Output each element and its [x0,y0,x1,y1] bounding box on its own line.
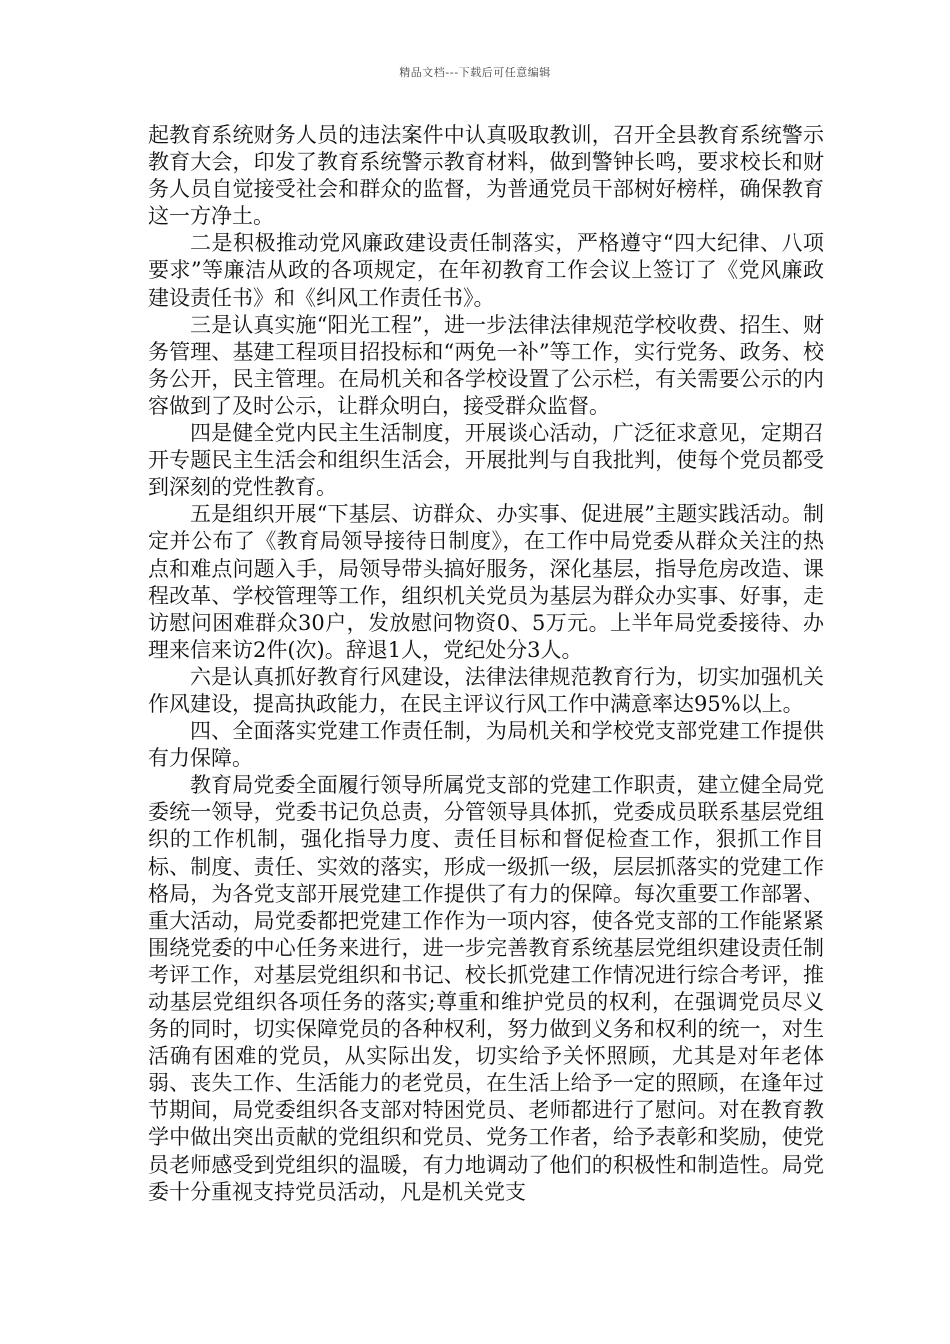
paragraph-democratic-life: 四是健全党内民主生活制度，开展谈心活动，广泛征求意见，定期召开专题民主生活会和组织生活会，开展批判与自我批判，使每个党员都受到深刻的党性教育。 [148,421,824,500]
paragraph-continuation: 起教育系统财务人员的违法案件中认真吸取教训，召开全县教育系统警示教育大会，印发了教育系统警示教育材料，做到警钟长鸣，要求校长和财务人员自觉接受社会和群众的监督，为普通党员干部树好榜样，确保教育这一方净土。 [148,123,824,229]
paragraph-education-conduct: 六是认真抓好教育行风建设，法律法律规范教育行为，切实加强机关作风建设，提高执政能力，在民主评议行风工作中满意率达95%以上。 [148,664,824,716]
paragraph-practice-activity: 五是组织开展“下基层、访群众、办实事、促进展”主题实践活动。制定并公布了《教育局领导接待日制度》，在工作中局党委从群众关注的热点和难点问题入手，局领导带头搞好服务，深化基层，指导危房改造、课程改革、学校管理等工作，组织机关党员为基层为群众办实事、好事，走访慰问困难群众30户，发放慰问物资0、5万元。上半年局党委接待、办理来信来访2件(次)。辞退1人，党纪处分3人。 [148,502,824,662]
section-heading-four: 四、全面落实党建工作责任制，为局机关和学校党支部党建工作提供有力保障。 [148,719,824,771]
document-body [148,122,824,1206]
paragraph-party-committee: 教育局党委全面履行领导所属党支部的党建工作职责，建立健全局党委统一领导，党委书记负总责，分管领导具体抓，党委成员联系基层党组织的工作机制，强化指导力度、责任目标和督促检查工作，狠抓工作目标、制度、责任、实效的落实，形成一级抓一级，层层抓落实的党建工作格局，为各党支部开展党建工作提供了有力的保障。每次重要工作部署、重大活动，局党委都把党建工作作为一项内容，使各党支部的工作能紧紧围绕党委的中心任务来进行，进一步完善教育系统基层党组织建设责任制考评工作，对基层党组织和书记、校长抓党建工作情况进行综合考评，推动基层党组织各项任务的落实;尊重和维护党员的权利，在强调党员尽义务的同时，切实保障党员的各种权利，努力做到义务和权利的统一，对生活确有困难的党员，从实际出发，切实给予关怀照顾，尤其是对年老体弱、丧失工作、生活能力的老党员，在生活上给予一定的照顾，在逢年过节期间，局党委组织各支部对特困党员、老师都进行了慰问。对在教育教学中做出突出贡献的党组织和党员、党务工作者，给予表彰和奖励，使党员老师感受到党组织的温暖，有力地调动了他们的积极性和制造性。局党委十分重视支持党员活动，凡是机关党支 [148,773,824,1204]
paragraph-responsibility-system: 二是积极推动党风廉政建设责任制落实，严格遵守“四大纪律、八项要求”等廉洁从政的各项规定，在年初教育工作会议上签订了《党风廉政建设责任书》和《纠风工作责任书》。 [148,231,824,310]
paragraph-sunshine-project: 三是认真实施“阳光工程”，进一步法律法律规范学校收费、招生、财务管理、基建工程项目招投标和“两免一补”等工作，实行党务、政务、校务公开，民主管理。在局机关和各学校设置了公示栏，有关需要公示的内容做到了及时公示，让群众明白，接受群众监督。 [148,312,824,418]
page-header: 精品文档---下载后可任意编辑 [399,66,551,79]
